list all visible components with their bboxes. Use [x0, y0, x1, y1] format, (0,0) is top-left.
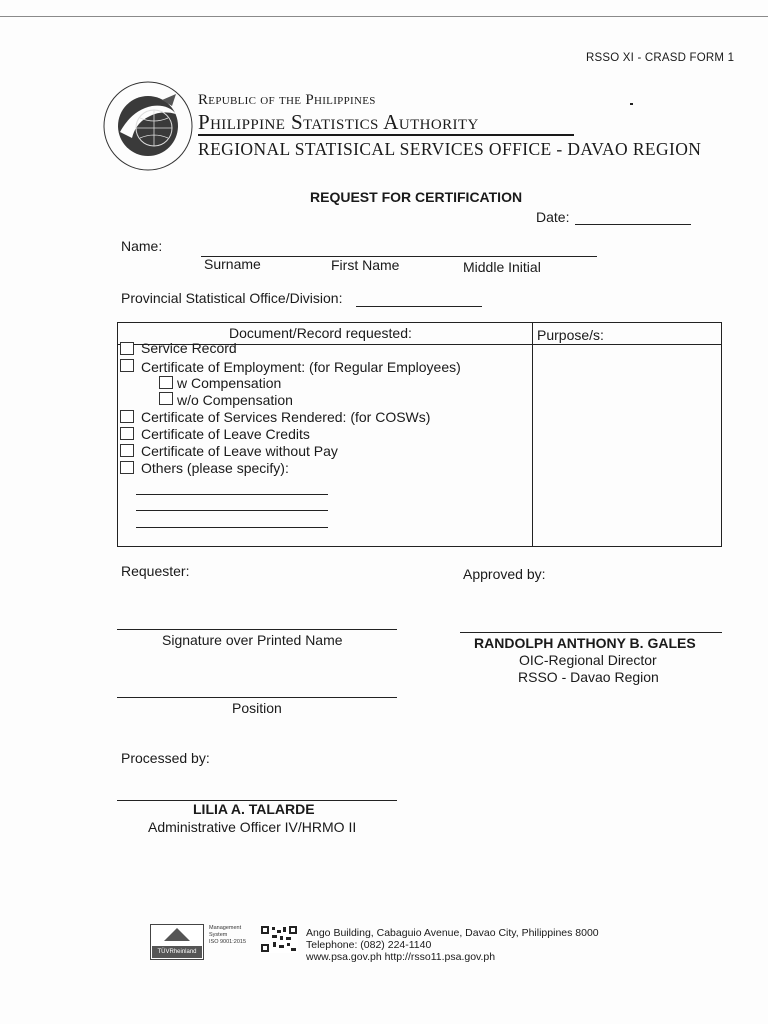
scan-speck [630, 103, 633, 105]
service-record-checkbox[interactable] [120, 342, 134, 355]
header-agency: Philippine Statistics Authority [198, 110, 479, 134]
form-title: REQUEST FOR CERTIFICATION [310, 189, 523, 205]
signature-label: Signature over Printed Name [162, 632, 343, 648]
requester-signature-line[interactable] [117, 629, 397, 630]
others-specify-line-1[interactable] [136, 494, 328, 495]
services-rendered-checkbox[interactable] [120, 410, 134, 423]
approver-name: RANDOLPH ANTHONY B. GALES [474, 635, 696, 651]
leave-without-pay-label: Certificate of Leave without Pay [141, 443, 338, 459]
others-checkbox[interactable] [120, 461, 134, 474]
iso-line-3: ISO 9001:2015 [209, 939, 247, 945]
iso-line-2: System [209, 932, 228, 938]
provincial-office-label: Provincial Statistical Office/Division: [121, 290, 343, 306]
employment-checkbox[interactable] [120, 359, 134, 372]
approver-title: OIC-Regional Director [519, 652, 657, 668]
document-column-header: Document/Record requested: [229, 325, 412, 341]
iso-certification-text [209, 925, 246, 946]
middle-initial-label: Middle Initial [463, 259, 541, 275]
without-compensation-label: w/o Compensation [177, 392, 293, 408]
date-field[interactable] [575, 224, 691, 225]
others-specify-line-2[interactable] [136, 510, 328, 511]
others-specify-line-3[interactable] [136, 527, 328, 528]
with-compensation-checkbox[interactable] [159, 376, 173, 389]
first-name-label: First Name [331, 257, 400, 273]
requester-label: Requester: [121, 563, 190, 579]
position-line[interactable] [117, 697, 397, 698]
purpose-column-header: Purpose/s: [537, 327, 604, 343]
psa-seal-logo [102, 80, 194, 172]
header-republic: Republic of the Philippines [198, 92, 376, 108]
iso-line-1: Management [209, 925, 242, 931]
surname-label: Surname [204, 256, 261, 272]
provincial-office-field[interactable] [356, 306, 482, 307]
tuv-triangle-icon [164, 928, 190, 941]
table-column-divider [532, 322, 533, 547]
date-label: Date: [536, 209, 570, 225]
approver-signature-line [460, 632, 722, 633]
leave-credits-label: Certificate of Leave Credits [141, 426, 310, 442]
employment-label: Certificate of Employment: (for Regular Employees) [141, 359, 461, 375]
approver-office: RSSO - Davao Region [518, 669, 659, 685]
processor-title: Administrative Officer IV/HRMO II [148, 819, 357, 835]
others-label: Others (please specify): [141, 460, 289, 476]
service-record-label: Service Record [141, 340, 237, 356]
header-regional-office: REGIONAL STATISICAL SERVICES OFFICE - DAVAO REGION [198, 139, 702, 159]
position-label: Position [232, 700, 282, 716]
processed-by-label: Processed by: [121, 750, 210, 766]
leave-credits-checkbox[interactable] [120, 427, 134, 440]
qr-code-icon [260, 925, 298, 953]
tuv-mark: TÜVRheinland [152, 946, 202, 958]
services-rendered-label: Certificate of Services Rendered: (for COSWs) [141, 409, 431, 425]
name-label: Name: [121, 238, 163, 254]
footer-telephone: Telephone: (082) 224-1140 [306, 939, 432, 951]
form-code: RSSO XI - CRASD FORM 1 [586, 52, 735, 64]
footer-address: Ango Building, Cabaguio Avenue, Davao City, Philippines 8000 [306, 927, 599, 939]
processor-name: LILIA A. TALARDE [193, 801, 315, 817]
scan-top-edge [0, 16, 768, 17]
approved-by-label: Approved by: [463, 566, 546, 582]
with-compensation-label: w Compensation [177, 375, 282, 391]
leave-without-pay-checkbox[interactable] [120, 444, 134, 457]
header-underline [198, 134, 574, 136]
without-compensation-checkbox[interactable] [159, 392, 173, 405]
footer-web: www.psa.gov.ph http://rsso11.psa.gov.ph [306, 951, 496, 963]
